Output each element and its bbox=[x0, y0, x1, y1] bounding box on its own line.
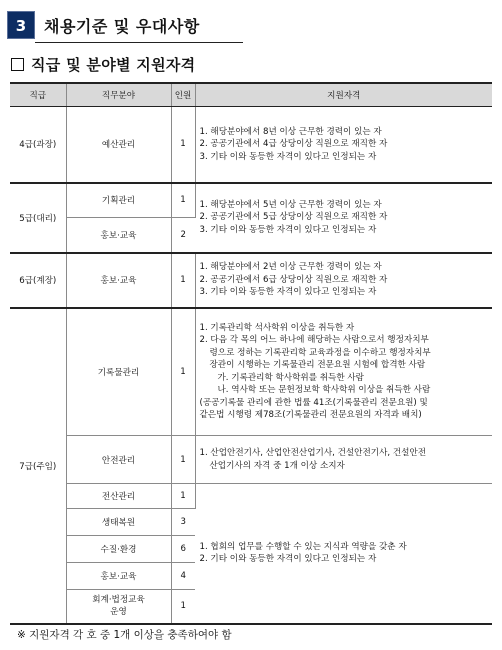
qualification-line: 1. 해당분야에서 5년 이상 근무한 경력이 있는 자 bbox=[199, 199, 382, 210]
section-header bbox=[7, 11, 243, 41]
section-title: 채용기준 및 우대사항 bbox=[44, 17, 200, 36]
count-cell: 1 bbox=[171, 183, 195, 218]
qualification-line: 2. 공공기관에서 4급 상당이상 직원으로 재직한 자 bbox=[199, 139, 388, 149]
header-count: 인원 bbox=[171, 83, 195, 107]
field-cell: 생태복원 bbox=[66, 509, 171, 536]
field-cell: 수질·환경 bbox=[66, 536, 171, 563]
field-cell: 전산관리 bbox=[66, 484, 171, 509]
table-header-row bbox=[10, 83, 492, 107]
count-cell: 1 bbox=[171, 107, 195, 183]
count-cell: 1 bbox=[171, 436, 195, 484]
field-cell: 홍보·교육 bbox=[66, 218, 171, 253]
qualification-line: 나. 역사학 또는 문헌정보학 학사학위 이상을 취득한 사람 bbox=[217, 385, 431, 396]
grade-cell: 7급(주임) bbox=[10, 308, 66, 624]
table-row bbox=[10, 484, 492, 509]
qualification-line: 3. 기타 이와 동등한 자격이 있다고 인정되는 자 bbox=[199, 224, 377, 235]
table-row bbox=[10, 253, 492, 308]
qualification-cell bbox=[195, 253, 492, 308]
header-qualification: 지원자격 bbox=[195, 83, 492, 107]
qualification-cell bbox=[195, 183, 492, 253]
qualification-line: 1. 해당분야에서 2년 이상 근무한 경력이 있는 자 bbox=[199, 262, 382, 273]
field-cell: 기획관리 bbox=[66, 183, 171, 218]
grade-cell: 6급(계장) bbox=[10, 253, 66, 308]
field-cell bbox=[66, 590, 171, 624]
qualification-line: 같은법 시행령 제78조(기록물관리 전문요원의 자격과 배치) bbox=[199, 410, 422, 421]
header-grade: 직급 bbox=[10, 83, 66, 107]
header-field: 직무분야 bbox=[66, 83, 171, 107]
qualification-line: 1. 기록관리학 석사학위 이상을 취득한 자 bbox=[199, 322, 355, 333]
qualification-line: 2. 공공기관에서 5급 상당이상 직원으로 재직한 자 bbox=[199, 212, 388, 223]
table-row bbox=[10, 183, 492, 218]
qualification-line: 가. 기록관리학 학사학위를 취득한 사람 bbox=[217, 372, 364, 383]
qualification-line: 1. 협회의 업무를 수행할 수 있는 지식과 역량을 갖춘 자 bbox=[199, 541, 407, 552]
count-cell: 1 bbox=[171, 484, 195, 509]
grade-cell: 5급(대리) bbox=[10, 183, 66, 253]
footnote: ※ 지원자격 각 호 중 1개 이상을 충족하여야 함 bbox=[17, 629, 232, 641]
qualification-line: 장관이 시행하는 기록물관리 전문요원 시험에 합격한 사람 bbox=[209, 360, 426, 371]
count-cell: 2 bbox=[171, 218, 195, 253]
count-cell: 4 bbox=[171, 563, 195, 590]
count-cell: 1 bbox=[171, 253, 195, 308]
qualification-cell bbox=[195, 484, 492, 624]
qualification-line: 2. 공공기관에서 6급 상당이상 직원으로 재직한 자 bbox=[199, 274, 388, 285]
section-underline bbox=[35, 42, 243, 43]
qualification-line: 3. 기타 이와 동등한 자격이 있다고 인정되는 자 bbox=[199, 287, 377, 298]
subsection-title bbox=[11, 54, 195, 75]
field-cell: 예산관리 bbox=[66, 107, 171, 183]
field-cell: 안전관리 bbox=[66, 436, 171, 484]
qualification-table bbox=[10, 82, 492, 625]
section-number-badge: 3 bbox=[7, 11, 35, 39]
qualification-line: 1. 산업안전기사, 산업안전산업기사, 건설안전기사, 건설안전 bbox=[199, 448, 427, 458]
table-row bbox=[10, 308, 492, 436]
qualification-cell bbox=[195, 436, 492, 484]
field-cell: 홍보·교육 bbox=[66, 563, 171, 590]
table-row bbox=[10, 107, 492, 183]
qualification-line: 3. 기타 이와 동등한 자격이 있다고 인정되는 자 bbox=[199, 151, 377, 162]
qualification-cell bbox=[195, 107, 492, 183]
qualification-line: 2. 다음 각 목의 어느 하나에 해당하는 사람으로서 행정자치부 bbox=[199, 335, 429, 346]
qualification-line: (공공기록물 관리에 관한 법률 41조(기록물관리 전문요원) 및 bbox=[199, 397, 428, 408]
table-row bbox=[10, 436, 492, 484]
qualification-cell bbox=[195, 308, 492, 436]
count-cell: 3 bbox=[171, 509, 195, 536]
qualification-line: 1. 해당분야에서 8년 이상 근무한 경력이 있는 자 bbox=[199, 126, 382, 137]
field-cell: 홍보·교육 bbox=[66, 253, 171, 308]
field-line: 회계·법정교육 bbox=[92, 595, 145, 606]
count-cell: 6 bbox=[171, 536, 195, 563]
checkbox-square-icon bbox=[11, 58, 24, 71]
qualification-line: 산업기사의 자격 중 1개 이상 소지자 bbox=[209, 460, 345, 471]
qualification-line: 2. 기타 이와 동등한 자격이 있다고 인정되는 자 bbox=[199, 554, 377, 565]
field-line: 운영 bbox=[110, 607, 127, 618]
qualification-line: 령으로 정하는 기록관리학 교육과정을 이수하고 행정자치부 bbox=[209, 347, 431, 358]
count-cell: 1 bbox=[171, 308, 195, 436]
subsection-title-text: 직급 및 분야별 지원자격 bbox=[31, 56, 196, 74]
count-cell: 1 bbox=[171, 590, 195, 624]
grade-cell: 4급(과장) bbox=[10, 107, 66, 183]
field-cell: 기록물관리 bbox=[66, 308, 171, 436]
